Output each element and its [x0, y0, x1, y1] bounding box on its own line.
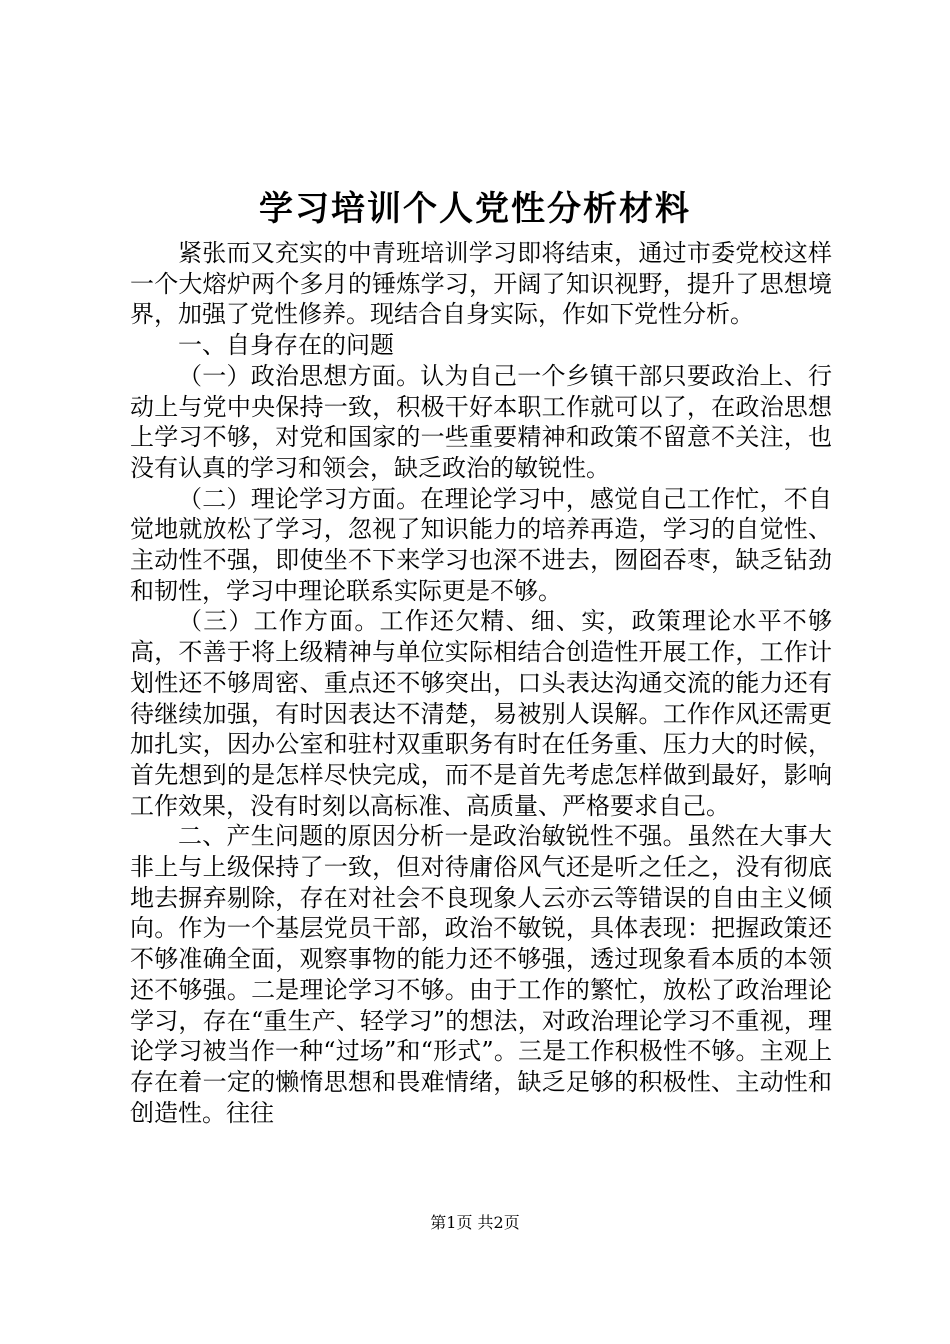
paragraph-theory-study: （二）理论学习方面。在理论学习中，感觉自己工作忙，不自觉地就放松了学习，忽视了知识能力的培养再造，学习的自觉性、主动性不强，即使坐不下来学习也深不进去，囫囵吞枣，缺乏钻劲和韧性，学习中理论联系实际更是不够。 [130, 484, 832, 605]
section-heading-problems: 一、自身存在的问题 [178, 331, 394, 360]
paragraph-intro: 紧张而又充实的中青班培训学习即将结束，通过市委党校这样一个大熔炉两个多月的锤炼学习，开阔了知识视野，提升了思想境界，加强了党性修养。现结合自身实际，作如下党性分析。 [130, 239, 832, 329]
paragraph-work: （三）工作方面。工作还欠精、细、实，政策理论水平不够高，不善于将上级精神与单位实际相结合创造性开展工作，工作计划性还不够周密、重点还不够突出，口头表达沟通交流的能力还有待继续加强，有时因表达不清楚，易被别人误解。工作作风还需更加扎实，因办公室和驻村双重职务有时在任务重、压力大的时候，首先想到的是怎样尽快完成，而不是首先考虑怎样做到最好，影响工作效果，没有时刻以高标准、高质量、严格要求自己。 [130, 607, 832, 820]
document-body [130, 238, 832, 1128]
page-number-footer: 第1页 共2页 [430, 1213, 520, 1232]
document-title: 学习培训个人党性分析材料 [259, 189, 691, 229]
paragraph-political-thought: （一）政治思想方面。认为自己一个乡镇干部只要政治上、行动上与党中央保持一致，积极干好本职工作就可以了，在政治思想上学习不够，对党和国家的一些重要精神和政策不留意不关注，也没有认真的学习和领会，缺乏政治的敏锐性。 [130, 361, 832, 482]
paragraph-cause-analysis: 二、产生问题的原因分析一是政治敏锐性不强。虽然在大事大非上与上级保持了一致，但对待庸俗风气还是听之任之，没有彻底地去摒弃剔除，存在对社会不良现象人云亦云等错误的自由主义倾向。作为一个基层党员干部，政治不敏锐，具体表现：把握政策还不够准确全面，观察事物的能力还不够强，透过现象看本质的本领还不够强。二是理论学习不够。由于工作的繁忙，放松了政治理论学习，存在“重生产、轻学习”的想法，对政治理论学习不重视，理论学习被当作一种“过场”和“形式”。三是工作积极性不够。主观上存在着一定的懒惰思想和畏难情绪，缺乏足够的积极性、主动性和创造性。往往 [130, 822, 832, 1127]
